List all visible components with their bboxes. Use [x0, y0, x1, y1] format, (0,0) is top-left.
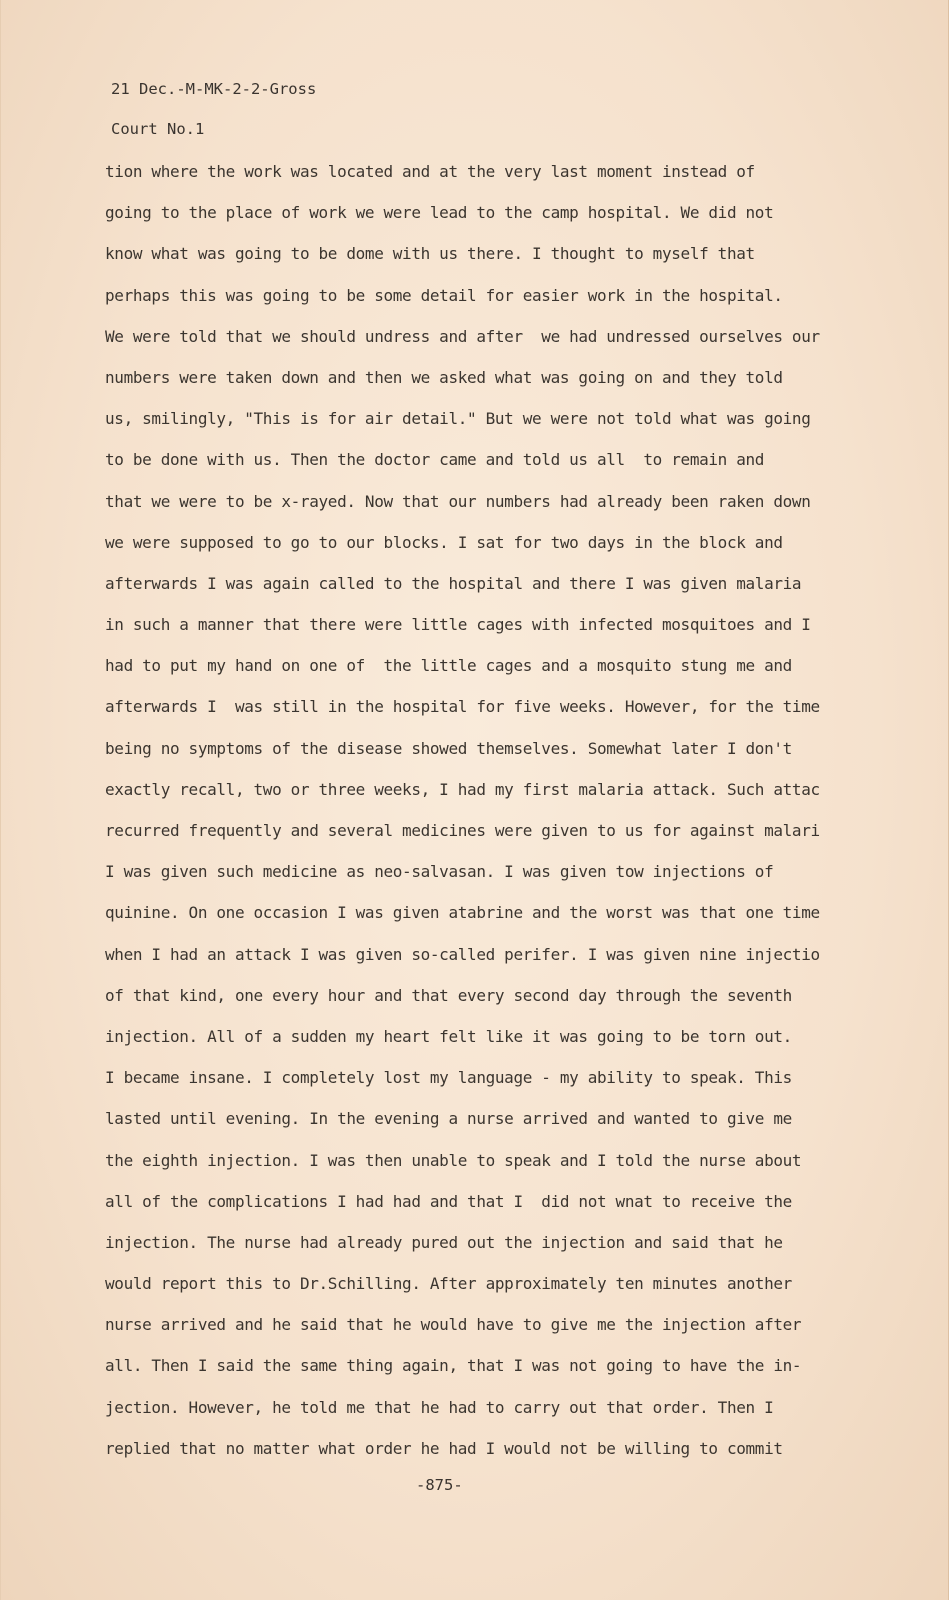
text-line: all. Then I said the same thing again, that I was not going to have the in-: [105, 1356, 802, 1376]
testimony-text: [105, 160, 895, 1478]
text-line: when I had an attack I was given so-called perifer. I was given nine injectio: [105, 944, 820, 964]
text-line: replied that no matter what order he had I would not be willing to commit: [105, 1438, 783, 1458]
text-line: going to the place of work we were lead to the camp hospital. We did not: [105, 203, 774, 223]
document-reference: 21 Dec.-M-MK-2-2-Gross: [111, 80, 317, 98]
text-line: We were told that we should undress and after we had undressed ourselves our: [105, 326, 820, 346]
text-line: lasted until evening. In the evening a nurse arrived and wanted to give me: [105, 1109, 792, 1129]
text-line: nurse arrived and he said that he would have to give me the injection after: [105, 1315, 802, 1335]
text-line: tion where the work was located and at the very last moment instead of: [105, 162, 755, 181]
text-line: know what was going to be dome with us there. I thought to myself that: [105, 244, 755, 264]
text-line: of that kind, one every hour and that every second day through the seventh: [105, 985, 792, 1005]
text-line: that we were to be x-rayed. Now that our numbers had already been raken down: [105, 491, 811, 511]
text-line: the eighth injection. I was then unable to speak and I told the nurse about: [105, 1150, 802, 1170]
court-number: Court No.1: [111, 120, 205, 138]
text-line: we were supposed to go to our blocks. I sat for two days in the block and: [105, 532, 783, 552]
text-line: perhaps this was going to be some detail for easier work in the hospital.: [105, 285, 783, 305]
text-line: injection. All of a sudden my heart felt like it was going to be torn out.: [105, 1026, 792, 1046]
text-line: injection. The nurse had already pured out the injection and said that he: [105, 1232, 783, 1252]
text-line: had to put my hand on one of the little cages and a mosquito stung me and: [105, 656, 792, 676]
text-line: afterwards I was again called to the hospital and there I was given malaria: [105, 573, 802, 593]
text-line: recurred frequently and several medicines were given to us for against malari: [105, 821, 820, 840]
text-line: I became insane. I completely lost my language - my ability to speak. This: [105, 1068, 792, 1088]
text-line: all of the complications I had had and that I did not wnat to receive the: [105, 1191, 792, 1211]
text-line: to be done with us. Then the doctor came and told us all to remain and: [105, 450, 765, 470]
page-number: -875-: [416, 1476, 463, 1494]
text-line: would report this to Dr.Schilling. After approximately ten minutes another: [105, 1274, 792, 1294]
text-line: us, smilingly, "This is for air detail." But we were not told what was going: [105, 409, 811, 429]
text-line: I was given such medicine as neo-salvasan. I was given tow injections of: [105, 862, 774, 882]
text-line: quinine. On one occasion I was given atabrine and the worst was that one time: [105, 903, 820, 923]
text-line: exactly recall, two or three weeks, I had my first malaria attack. Such attac: [105, 779, 820, 799]
text-line: in such a manner that there were little cages with infected mosquitoes and I: [105, 615, 811, 635]
text-line: afterwards I was still in the hospital for five weeks. However, for the time: [105, 697, 820, 717]
text-line: being no symptoms of the disease showed themselves. Somewhat later I don't: [105, 738, 792, 758]
text-line: jection. However, he told me that he had to carry out that order. Then I: [105, 1397, 774, 1417]
text-line: numbers were taken down and then we asked what was going on and they told: [105, 367, 783, 387]
